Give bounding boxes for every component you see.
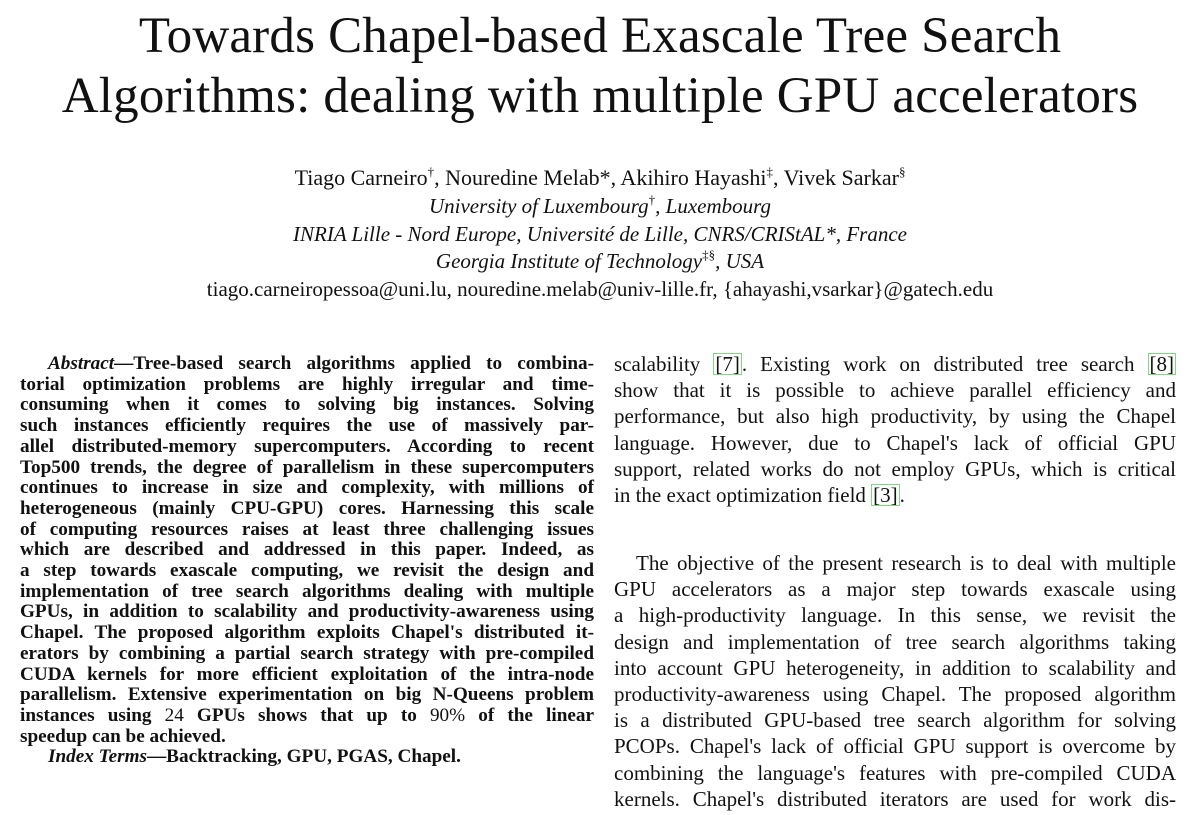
intro-paragraph-1 [614, 351, 1176, 508]
title-line-1: Towards Chapel-based Exascale Tree Search [138, 8, 1062, 64]
citation-link[interactable]: [8] [1149, 352, 1174, 376]
affiliation-3: Georgia Institute of Technology‡§, USA [435, 247, 765, 273]
body-line: performance, but also high productivity, by using the Chapel [614, 404, 1176, 429]
abstract-line: CUDA kernels for more efficient exploitation of the intra-node [20, 663, 594, 685]
index-terms-label: Index Terms [48, 746, 147, 768]
abstract-line: heterogeneous (mainly CPU-GPU) cores. Harnessing this scale [20, 497, 594, 519]
body-line: design and implementation of tree search algorithms taking [614, 629, 1176, 654]
body-line: a high-productivity language. In this sense, we revisit the [614, 603, 1176, 628]
author-1-mark: † [427, 163, 435, 179]
affiliation-1: University of Luxembourg†, Luxembourg [428, 192, 772, 218]
author-2: , Nouredine Melab* [434, 165, 611, 190]
body-line: GPU accelerators as a major step towards exascale using [614, 577, 1176, 602]
citation-link[interactable]: [7] [715, 352, 740, 376]
abstract-line: instances using 24 GPUs shows that up to 90% of the linear [20, 704, 594, 726]
affiliation-2: INRIA Lille - Nord Europe, Université de Lille, CNRS/CRIStAL*, France [293, 222, 907, 246]
paper-title [0, 6, 1200, 126]
index-terms: Index Terms—Backtracking, GPU, PGAS, Chapel. [48, 746, 461, 768]
abstract-line: Chapel. The proposed algorithm exploits Chapel's distributed it- [20, 622, 594, 644]
abstract-line: allel distributed-memory supercomputers. According to recent [20, 435, 594, 457]
gpu-count: 24 [164, 704, 184, 726]
author-4-mark: § [898, 163, 906, 179]
abstract-line: of computing resources raises at least three challenging issues [20, 518, 594, 540]
abstract-line: consuming when it comes to solving big instances. Solving [20, 394, 594, 416]
abstract-line: torial optimization problems are highly irregular and time- [20, 373, 594, 395]
title-line-2: Algorithms: dealing with multiple GPU accelerators [61, 68, 1139, 124]
body-line: language. However, due to Chapel's lack of official GPU [614, 430, 1176, 455]
body-line: combining the language's features with pre-compiled CUDA [614, 760, 1176, 785]
author-4: , Vivek Sarkar [772, 165, 899, 190]
body-line: productivity-awareness using Chapel. The proposed algorithm [614, 682, 1176, 707]
author-3-mark: ‡ [766, 163, 773, 179]
speedup-percent: 90% [429, 704, 466, 726]
abstract-line: Top500 trends, the degree of parallelism in these supercomputers [20, 456, 594, 478]
author-emails: tiago.carneiropessoa@uni.lu, nouredine.melab@univ-lille.fr, {ahayashi,vsarkar}@gatech.edu [206, 277, 994, 301]
author-1: Tiago Carneiro [294, 165, 428, 190]
citation-link[interactable]: [3] [873, 483, 898, 508]
abstract-line: erators by combining a partial search strategy with pre-compiled [20, 642, 594, 664]
body-line: show that it is possible to achieve parallel efficiency and [614, 378, 1176, 403]
abstract-line: a step towards exascale computing, we revisit the design and [20, 560, 594, 582]
abstract-line: Abstract—Tree-based search algorithms applied to combina- [48, 353, 594, 374]
body-line: The objective of the present research is to deal with multiple [636, 551, 1176, 575]
intro-paragraph-2 [614, 550, 1176, 812]
abstract-line: implementation of tree search algorithms dealing with multiple [20, 580, 594, 602]
abstract-line: GPUs, in addition to scalability and productivity-awareness using [20, 601, 594, 623]
author-3: , Akihiro Hayashi [610, 165, 767, 190]
abstract-line: continues to increase in size and complexity, with millions of [20, 477, 594, 499]
abstract-line: speedup can be achieved. [20, 725, 226, 747]
author-list [0, 164, 1200, 191]
abstract-line: such instances efficiently requires the use of massively par- [20, 415, 594, 437]
abstract [20, 354, 594, 768]
body-line: support, related works do not employ GPUs, which is critical [614, 456, 1176, 481]
body-line: kernels. Chapel's distributed iterators are used for work dis- [614, 786, 1176, 811]
body-line: into account GPU heterogeneity, in addition to scalability and [614, 655, 1176, 680]
abstract-line: parallelism. Extensive experimentation on big N-Queens problem [20, 684, 594, 706]
abstract-line: which are described and addressed in this paper. Indeed, as [20, 539, 594, 561]
abstract-label: Abstract [48, 353, 115, 374]
body-line: is a distributed GPU-based tree search algorithm for solving [614, 708, 1176, 733]
body-line: in the exact optimization field [3]. [614, 483, 905, 508]
body-line: scalability [7]. Existing work on distributed tree search [8] [614, 352, 1174, 376]
body-line: PCOPs. Chapel's lack of official GPU support is overcome by [614, 734, 1176, 759]
